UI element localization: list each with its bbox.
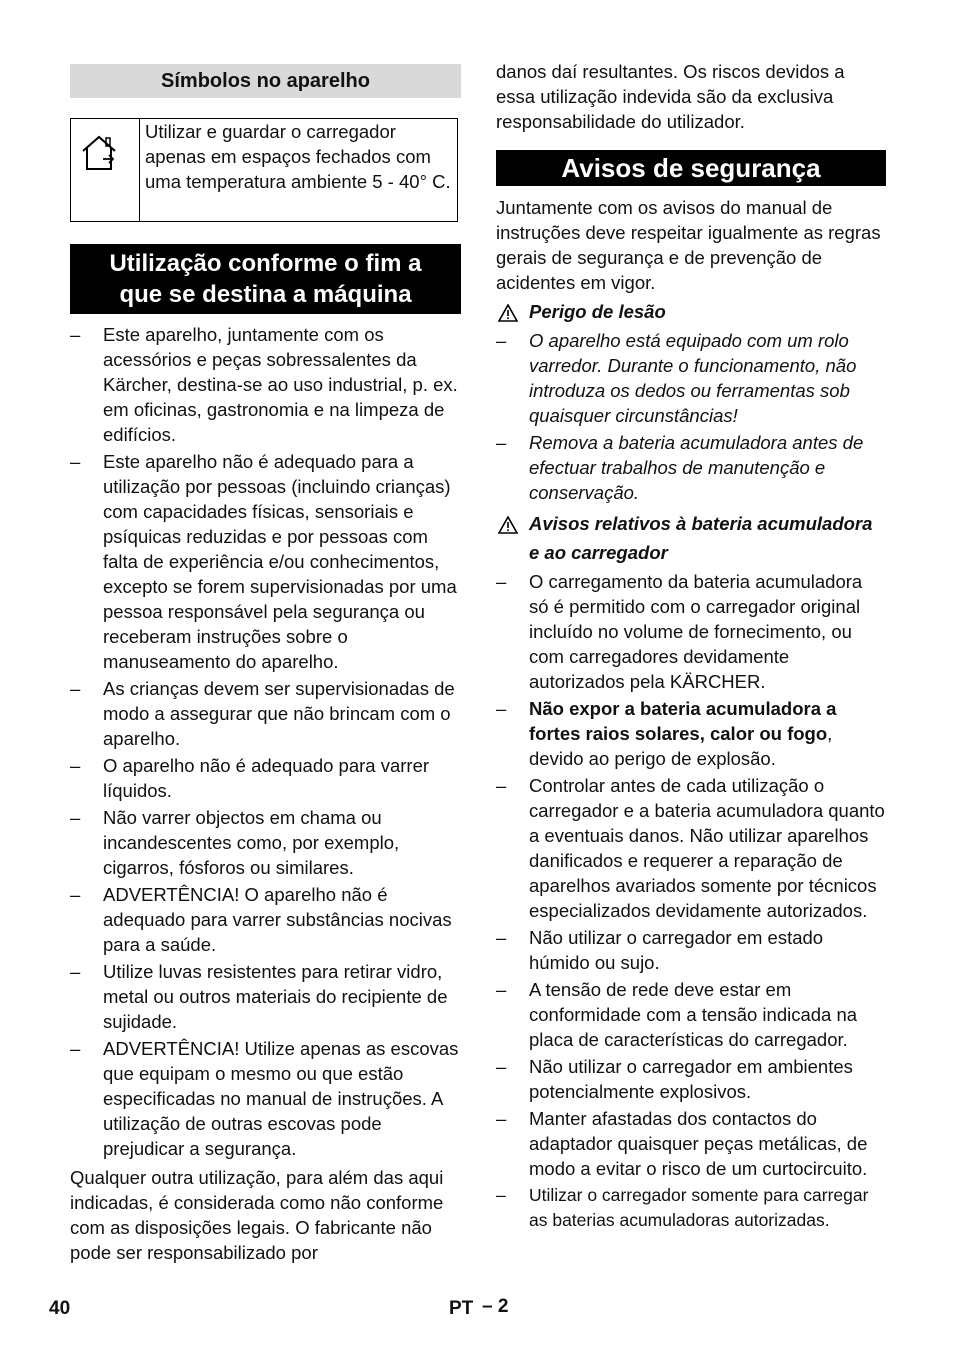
symbols-table — [70, 118, 458, 222]
symbol-icon-cell — [71, 119, 140, 221]
list-item: – ADVERTÊNCIA! O aparelho não é adequado para varrer substâncias nocivas para a saúde. — [70, 884, 452, 955]
list-item: – Controlar antes de cada utilização o carregador e a bateria acumuladora quanto a eventuais danos. Não utilizar aparelhos danificados e requerer a reparação de aparelhos avariados somente por técnicos especializados devidamente autorizados. — [496, 775, 885, 921]
section-heading-avisos: Avisos de segurança — [496, 150, 886, 186]
closing-paragraph: Qualquer outra utilização, para além das aqui indicadas, é considerada como não conforme com as disposições legais. O fabricante não pode ser responsabilizado por — [70, 1167, 444, 1263]
symbol-description: Utilizar e guardar o carregador apenas em espaços fechados com uma temperatura ambiente 5 - 40° C. — [145, 121, 451, 192]
footer-section: – 2 — [482, 1296, 509, 1317]
list-item: – Manter afastadas dos contactos do adaptador quaisquer peças metálicas, de modo a evitar o risco de um curtocircuito. — [496, 1108, 868, 1179]
warning-title-bateria: Avisos relativos à bateria acumuladora e ao carregador — [496, 509, 886, 567]
list-item: – A tensão de rede deve estar em conformidade com a tensão indicada na placa de características do carregador. — [496, 979, 858, 1050]
list-item: – Utilizar o carregador somente para carregar as baterias acumuladoras autorizadas. — [496, 1185, 869, 1230]
list-item: – O aparelho está equipado com um rolo varredor. Durante o funcionamento, não introduza os dedos ou ferramentas sob quaisquer circunstâncias! — [496, 330, 857, 426]
list-item: – Não utilizar o carregador em ambientes potencialmente explosivos. — [496, 1056, 853, 1102]
list-item: – Este aparelho não é adequado para a utilização por pessoas (incluindo crianças) com capacidades físicas, sensoriais e psíquicas reduzidas e por pessoas com falta de experiência e/ou conhecimentos, excepto se forem supervisionadas por uma pessoa responsável pela segurança ou receberam instruções sobre o manuseamento do aparelho. — [70, 451, 457, 672]
list-item: – Não utilizar o carregador em estado húmido ou sujo. — [496, 927, 824, 973]
list-item: – As crianças devem ser supervisionadas de modo a assegurar que não brincam com o aparelho. — [70, 678, 455, 749]
section-heading-utilizacao — [70, 244, 461, 314]
page-number: 40 — [49, 1298, 71, 1319]
list-item: – Não expor a bateria acumuladora a fortes raios solares, calor ou fogo, devido ao perigo de explosão. — [496, 698, 837, 769]
bateria-list — [496, 569, 886, 1235]
avisos-intro: Juntamente com os avisos do manual de instruções deve respeitar igualmente as regras gerais de segurança e de prevenção de acidentes em vigor. — [496, 197, 881, 293]
heading-line-2: que se destina a máquina — [119, 281, 412, 308]
warning-triangle-icon — [498, 301, 518, 330]
list-item: – O aparelho não é adequado para varrer líquidos. — [70, 755, 430, 801]
utilizacao-list — [70, 322, 461, 1163]
heading-line-1: Utilização conforme o fim a — [109, 250, 422, 277]
perigo-list — [496, 328, 886, 507]
list-item: – O carregamento da bateria acumuladora só é permitido com o carregador original incluído no volume de fornecimento, ou com carregadores devidamente autorizados pela KÄRCHER. — [496, 571, 863, 692]
footer-language: PT — [449, 1298, 474, 1319]
symbols-header: Símbolos no aparelho — [70, 64, 461, 98]
list-item: – Não varrer objectos em chama ou incandescentes como, por exemplo, cigarros, fósforos ou similares. — [70, 807, 400, 878]
warning-triangle-icon — [498, 513, 518, 542]
list-item: – Este aparelho, juntamente com os acessórios e peças sobressalentes da Kärcher, destina-se ao uso industrial, p. ex. em oficinas, gastronomia e na limpeza de edifícios. — [70, 324, 458, 445]
list-item: – Remova a bateria acumuladora antes de efectuar trabalhos de manutenção e conservação. — [496, 432, 864, 503]
warning-title-perigo: Perigo de lesão — [496, 297, 886, 326]
continued-paragraph: danos daí resultantes. Os riscos devidos a essa utilização indevida são da exclusiva responsabilidade do utilizador. — [496, 61, 845, 132]
list-item: – Utilize luvas resistentes para retirar vidro, metal ou outros materiais do recipiente de sujidade. — [70, 961, 448, 1032]
list-item: – ADVERTÊNCIA! Utilize apenas as escovas que equipam o mesmo ou que estão especificadas no manual de instruções. A utilização de outras escovas pode prejudicar a segurança. — [70, 1038, 459, 1159]
